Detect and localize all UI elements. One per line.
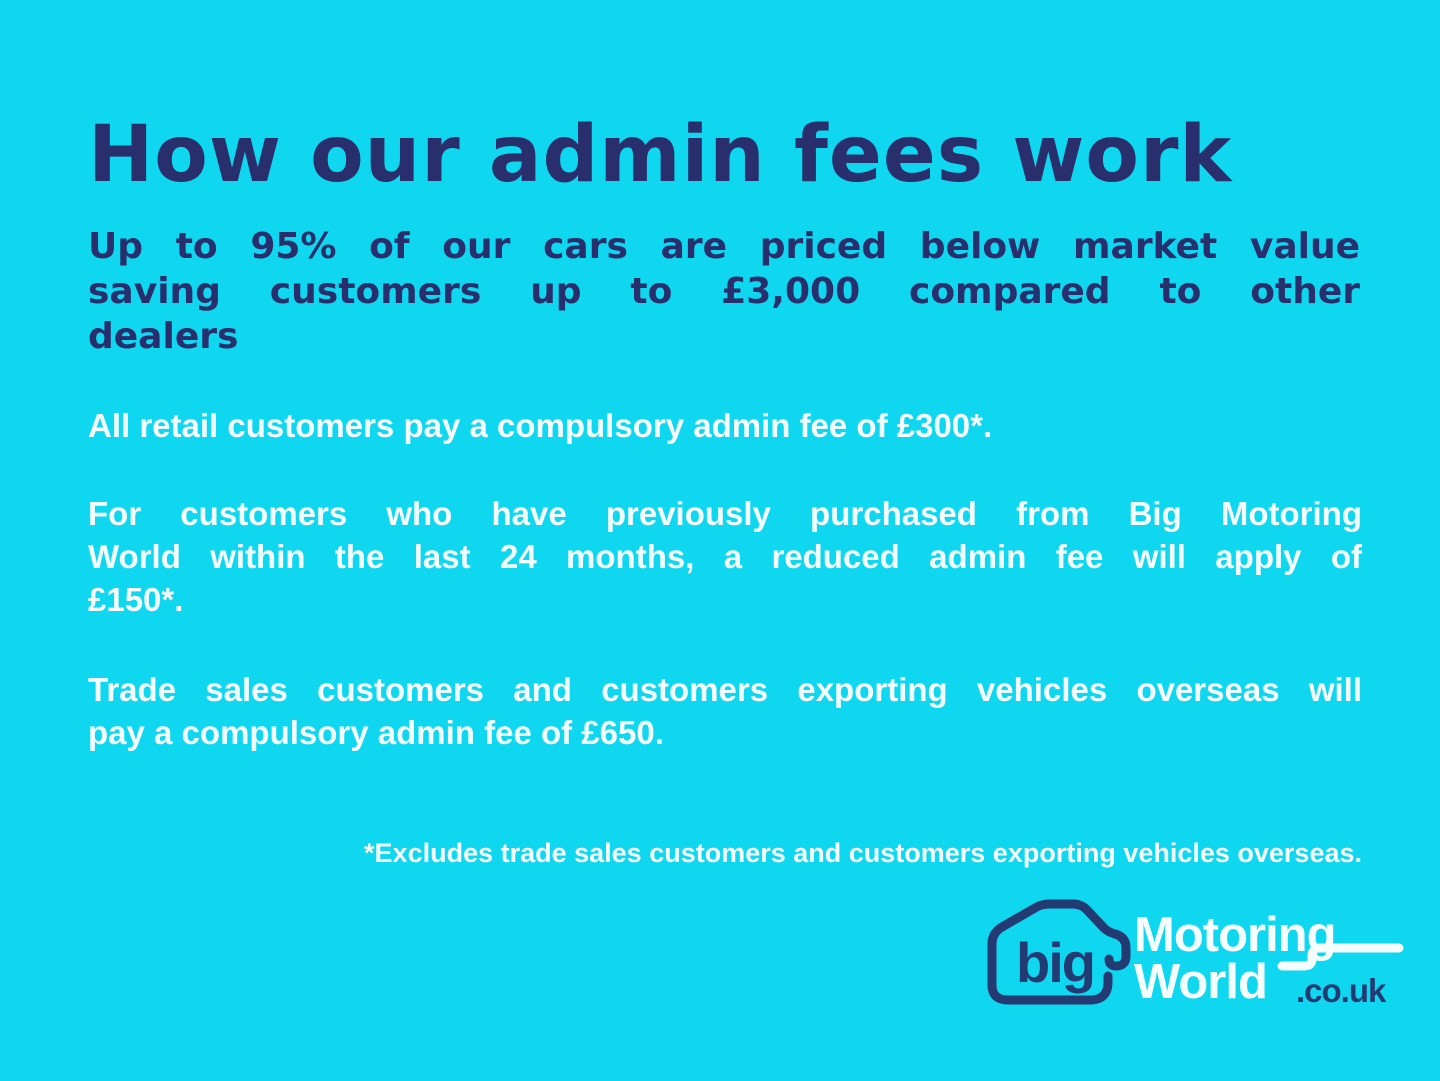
paragraph-line: £150*. [88, 581, 184, 618]
logo-big-text: big [1016, 931, 1094, 994]
footnote: *Excludes trade sales customers and customers exporting vehicles overseas. [364, 838, 1362, 868]
paragraph-line: For customers who have previously purchased from Big Motoring [88, 495, 1362, 532]
subtitle-line-3: dealers [88, 316, 239, 357]
paragraph-line: World within the last 24 months, a reduced admin fee will apply of [88, 538, 1362, 575]
logo-motoring-text: Motoring [1134, 908, 1336, 962]
paragraph-trade-export-fee [88, 668, 1362, 754]
page-title: How our admin fees work [88, 110, 1233, 200]
logo-domain-text: .co.uk [1296, 972, 1386, 1009]
subtitle-line-2: saving customers up to £3,000 compared to other [88, 271, 1360, 312]
logo-world-text: World [1134, 955, 1267, 1009]
paragraph-line: All retail customers pay a compulsory admin fee of £300*. [88, 407, 993, 444]
big-motoring-world-logo [978, 896, 1408, 1024]
subtitle-line-1: Up to 95% of our cars are priced below market value [88, 226, 1360, 267]
paragraph-retail-fee [88, 404, 1362, 447]
paragraph-line: Trade sales customers and customers exporting vehicles overseas will [88, 671, 1362, 708]
brand-logo [978, 896, 1408, 1024]
paragraph-returning-customer-fee [88, 492, 1362, 621]
paragraph-line: pay a compulsory admin fee of £650. [88, 714, 664, 751]
subtitle [88, 224, 1360, 359]
